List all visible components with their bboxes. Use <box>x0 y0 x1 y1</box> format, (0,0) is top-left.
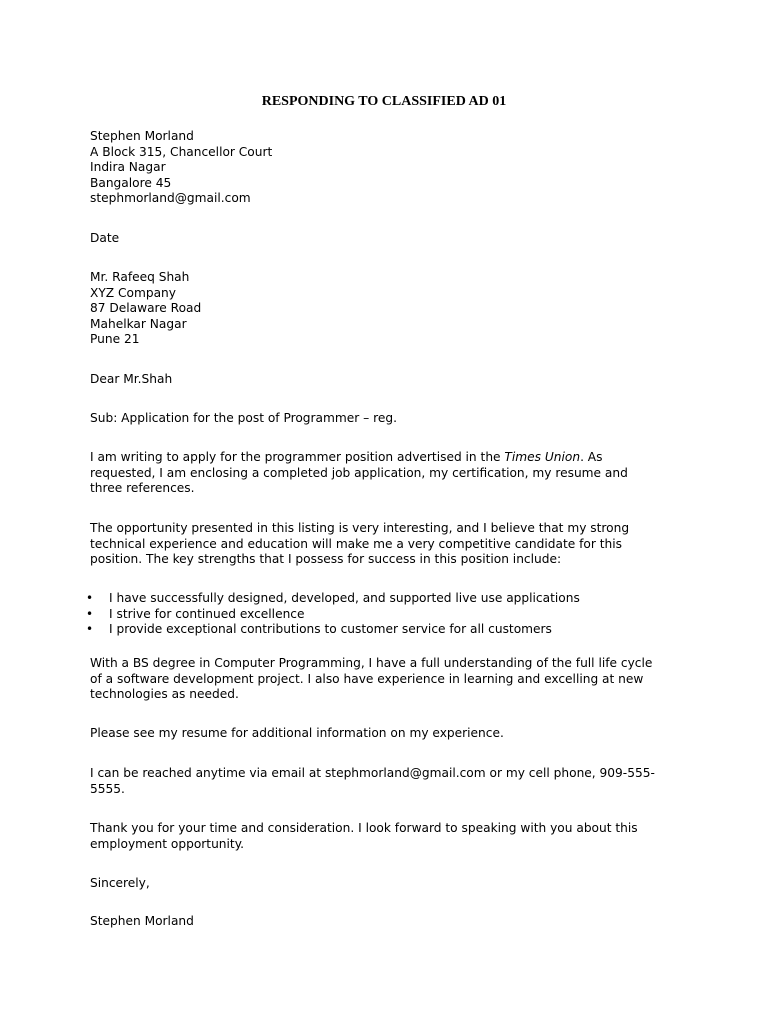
paragraph-intro <box>90 450 690 497</box>
sender-address-block <box>90 129 690 207</box>
date-label: Date <box>90 231 120 245</box>
recipient-address-line3: Pune 21 <box>90 332 140 347</box>
paragraph-degree <box>90 656 690 703</box>
strength-text: I strive for continued excellence <box>109 606 305 621</box>
signature <box>90 914 690 930</box>
paragraph-contact-line2: 5555. <box>90 781 125 796</box>
sender-address-line3: Bangalore 45 <box>90 175 172 190</box>
paragraph-resume <box>90 726 690 742</box>
paragraph-contact <box>90 766 690 797</box>
sender-address-line2: Indira Nagar <box>90 160 166 175</box>
closing <box>90 876 690 892</box>
salutation-text: Dear Mr.Shah <box>90 372 173 386</box>
paragraph-opportunity-line3: position. The key strengths that I possess for success in this position include: <box>90 552 562 567</box>
bullet-icon: • <box>86 591 94 605</box>
paragraph-intro-line3: three references. <box>90 481 195 496</box>
paragraph-intro-line1-end: . As <box>580 450 603 464</box>
paragraph-intro-line2: requested, I am enclosing a completed job application, my certification, my resume and <box>90 465 628 480</box>
bullet-icon: • <box>86 606 94 621</box>
signature-name: Stephen Morland <box>90 914 194 928</box>
sender-email: stephmorland@gmail.com <box>90 191 251 206</box>
recipient-name: Mr. Rafeeq Shah <box>90 270 190 284</box>
recipient-address-block <box>90 270 690 348</box>
sender-name: Stephen Morland <box>90 129 194 143</box>
recipient-address-line2: Mahelkar Nagar <box>90 316 187 331</box>
paragraph-contact-line1: I can be reached anytime via email at stephmorland@gmail.com or my cell phone, 909-555- <box>90 766 655 780</box>
paragraph-thanks-line2: employment opportunity. <box>90 836 245 851</box>
paragraph-opportunity-line1: The opportunity presented in this listing is very interesting, and I believe that my strong <box>90 521 630 535</box>
paragraph-degree-line3: technologies as needed. <box>90 687 239 702</box>
list-item <box>86 606 710 623</box>
subject-text: Sub: Application for the post of Programmer – reg. <box>90 411 397 425</box>
paragraph-opportunity-line2: technical experience and education will make me a very competitive candidate for this <box>90 536 622 551</box>
recipient-company: XYZ Company <box>90 285 176 300</box>
list-item <box>86 591 710 607</box>
paragraph-thanks <box>90 821 690 852</box>
document-title: RESPONDING TO CLASSIFIED AD 01 <box>261 94 507 109</box>
salutation <box>90 372 690 388</box>
paragraph-opportunity <box>90 521 690 568</box>
newspaper-name: Times Union <box>504 450 581 464</box>
paragraph-intro-line1-start: I am writing to apply for the programmer position advertised in the <box>90 450 505 464</box>
paragraph-degree-line1: With a BS degree in Computer Programming, I have a full understanding of the full life cycle <box>90 656 653 670</box>
sender-address-line1: A Block 315, Chancellor Court <box>90 144 273 159</box>
recipient-address-line1: 87 Delaware Road <box>90 301 202 316</box>
strength-text: I provide exceptional contributions to customer service for all customers <box>109 622 552 637</box>
bullet-icon: • <box>86 622 94 637</box>
subject-line <box>90 411 690 427</box>
strength-text: I have successfully designed, developed, and supported live use applications <box>109 591 580 605</box>
paragraph-thanks-line1: Thank you for your time and consideration. I look forward to speaking with you about this <box>90 821 638 835</box>
strengths-list <box>86 591 710 638</box>
closing-text: Sincerely, <box>90 876 150 890</box>
date-line <box>90 231 690 247</box>
paragraph-resume-text: Please see my resume for additional information on my experience. <box>90 726 504 740</box>
list-item <box>86 622 710 638</box>
paragraph-degree-line2: of a software development project. I also have experience in learning and excelling at new <box>90 671 644 686</box>
paragraph-intro-line1 <box>90 450 690 466</box>
